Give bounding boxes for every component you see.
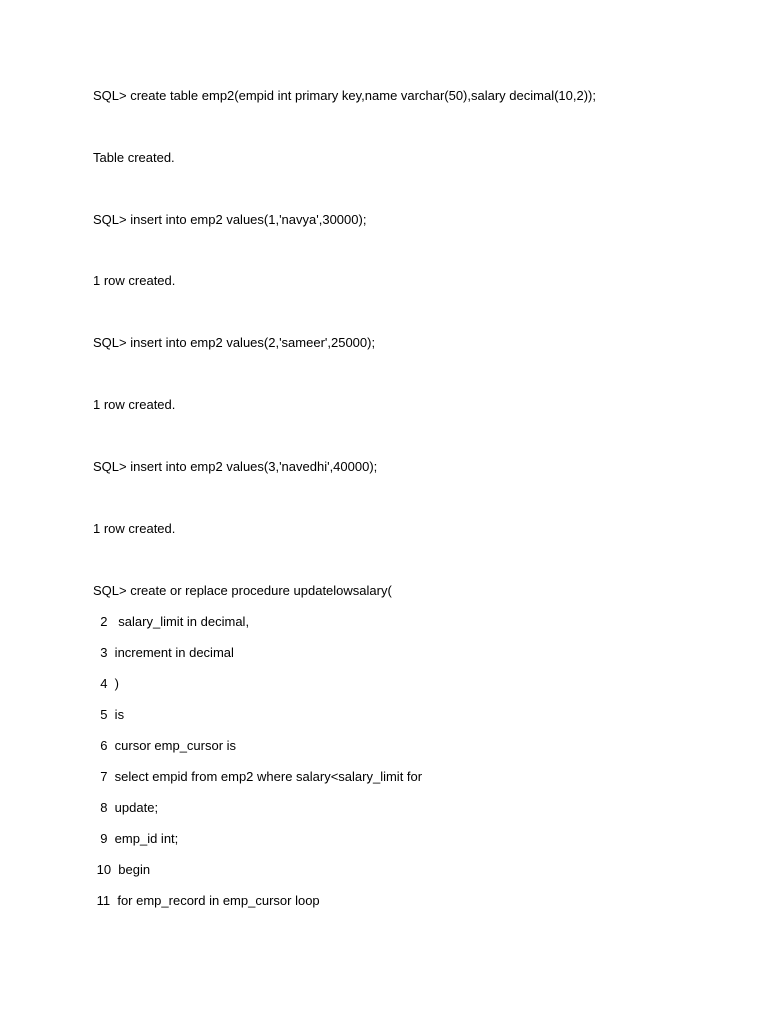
sql-insert-line-2: SQL> insert into emp2 values(2,'sameer',25000); [93,335,376,350]
row-created-line-2: 1 row created. [93,397,176,412]
procedure-line-3: 3 increment in decimal [93,645,234,660]
procedure-line-9: 9 emp_id int; [93,831,179,846]
sql-create-table-line: SQL> create table emp2(empid int primary key,name varchar(50),salary decimal(10,2)); [93,88,596,103]
procedure-line-11: 11 for emp_record in emp_cursor loop [93,893,320,908]
table-created-line: Table created. [93,150,175,165]
procedure-line-2: 2 salary_limit in decimal, [93,614,250,629]
procedure-line-5: 5 is [93,707,125,722]
row-created-line-3: 1 row created. [93,521,176,536]
sql-insert-line-1: SQL> insert into emp2 values(1,'navya',30000); [93,212,367,227]
procedure-line-10: 10 begin [93,862,151,877]
procedure-line-6: 6 cursor emp_cursor is [93,738,237,753]
row-created-line-1: 1 row created. [93,273,176,288]
sql-insert-line-3: SQL> insert into emp2 values(3,'navedhi',40000); [93,459,378,474]
procedure-line-8: 8 update; [93,800,159,815]
procedure-line-4: 4 ) [93,676,120,691]
sql-create-procedure-line: SQL> create or replace procedure updatelowsalary( [93,583,392,598]
procedure-line-7: 7 select empid from emp2 where salary<salary_limit for [93,769,423,784]
